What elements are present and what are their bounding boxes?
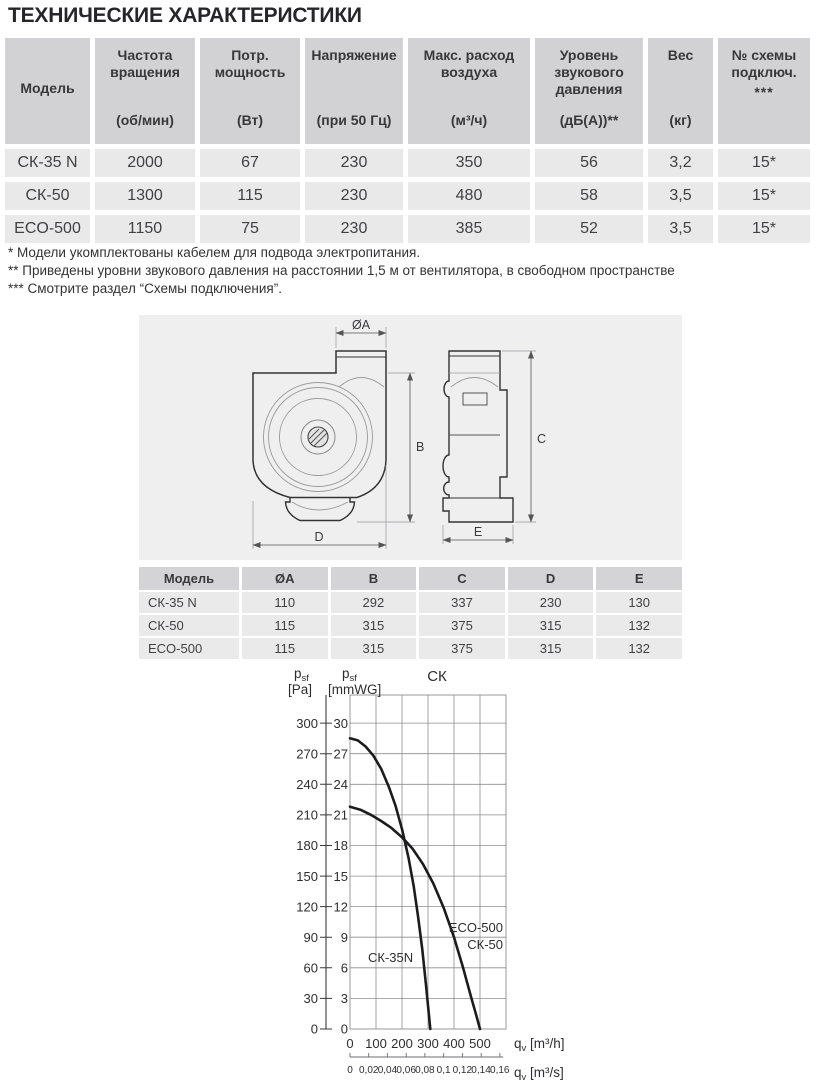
side-body-outline: [443, 351, 513, 522]
fan-front-view: [253, 318, 424, 549]
dimension-table: [139, 567, 682, 661]
footnote-2: ** Приведены уровни звукового давления на расстоянии 1,5 м от вентилятора, в свободном пространстве: [8, 263, 675, 278]
dimension-drawing-panel: [139, 315, 682, 560]
tick-label: 400: [443, 1036, 465, 1051]
tick-label: 30: [333, 716, 348, 731]
spec-cell: 1150: [95, 215, 195, 243]
tick-label: 200: [391, 1036, 413, 1051]
tick-label: 0: [347, 1065, 353, 1076]
curve-ck35n: [350, 738, 430, 1029]
chart-title: СК: [427, 668, 447, 685]
dim-e-label: E: [473, 525, 483, 539]
footnote-3: *** Смотрите раздел “Схемы подключения”.: [8, 281, 282, 296]
dim-col-header: E: [596, 567, 682, 590]
spec-cell: 67: [200, 149, 300, 177]
tick-label: 120: [296, 899, 318, 915]
tick-label: 18: [333, 838, 348, 854]
tick-label: 21: [333, 807, 348, 823]
spec-cell: 3,5: [648, 215, 713, 243]
tick-label: 210: [296, 807, 318, 823]
m3s-ruler-ticks: [350, 1053, 500, 1057]
dim-header-row: [139, 567, 682, 590]
spec-cell: 3,5: [648, 182, 713, 210]
spec-col-noise: [535, 38, 643, 144]
spec-cell: 15*: [718, 215, 810, 243]
m3s-axis-label: $q_v$ [m³/s]: [514, 1065, 564, 1083]
dim-cell: 130: [596, 592, 682, 613]
dim-c: [502, 351, 546, 522]
fan-foot-outline: [286, 498, 355, 521]
tick-label: 0,06: [396, 1065, 416, 1076]
pa-axis-unit: [Pa]: [288, 682, 313, 697]
tick-label: 0: [346, 1036, 354, 1051]
dim-cell: 375: [419, 638, 505, 659]
spec-cell: 75: [200, 215, 300, 243]
col-unit: (м³/ч): [450, 112, 488, 128]
dim-col-header: D: [508, 567, 594, 590]
tick-label: 240: [296, 777, 318, 793]
col-stars: ***: [754, 84, 774, 100]
tick-label: 3: [340, 990, 348, 1006]
tick-label: 27: [333, 746, 348, 762]
dim-col-header: Модель: [139, 567, 239, 590]
curve-label-eco500: ECO-500: [448, 920, 503, 935]
spec-cell: 230: [305, 149, 403, 177]
footnotes: [8, 244, 675, 298]
fan-side-view: [443, 351, 546, 544]
tick-label: 150: [296, 868, 318, 884]
dim-cell: 110: [242, 592, 328, 613]
fan-dimension-drawing: [139, 315, 682, 560]
page-title: ТЕХНИЧЕСКИЕ ХАРАКТЕРИСТИКИ: [8, 4, 362, 27]
dim-cell: 292: [331, 592, 417, 613]
tick-label: 0,14: [471, 1065, 491, 1076]
dim-cell: 375: [419, 615, 505, 636]
tick-label: 180: [296, 838, 318, 854]
col-title: Модель: [20, 79, 75, 96]
dim-b: [357, 373, 424, 522]
tick-label: 24: [333, 777, 348, 793]
col-title: Частота вращения: [110, 47, 180, 80]
spec-cell: СК-50: [5, 182, 90, 210]
spec-cell: ECO-500: [5, 215, 90, 243]
spec-cell: 385: [408, 215, 530, 243]
col-title: Потр. мощность: [214, 47, 286, 80]
dim-d: [253, 465, 386, 549]
tick-label: 0: [310, 1021, 318, 1037]
tick-label: 270: [296, 746, 318, 762]
terminal-box: [463, 393, 487, 405]
tick-label: 6: [340, 960, 348, 976]
mmwg-axis-unit: [mmWG]: [328, 682, 382, 697]
dim-d-label: D: [314, 530, 324, 544]
spec-cell: 15*: [718, 149, 810, 177]
tick-label: 15: [333, 868, 348, 884]
spec-cell: 350: [408, 149, 530, 177]
spec-col-scheme: [718, 38, 810, 144]
footnote-1: * Модели укомплектованы кабелем для подвода электропитания.: [8, 245, 421, 260]
spec-cell: 230: [305, 182, 403, 210]
dim-col-header: ØA: [242, 567, 328, 590]
dim-b-label: B: [416, 440, 425, 454]
tick-label: 0: [340, 1021, 348, 1037]
curve-ck50-eco500: [350, 807, 480, 1029]
tick-label: 12: [333, 899, 348, 915]
spec-col-voltage: [305, 38, 403, 144]
tick-label: 0,08: [415, 1065, 435, 1076]
spec-cell: 115: [200, 182, 300, 210]
dim-a: [336, 318, 386, 348]
dim-cell: 115: [242, 615, 328, 636]
spec-col-speed: [95, 38, 195, 144]
dim-cell: ECO-500: [139, 638, 239, 659]
tick-label: 300: [417, 1036, 439, 1051]
dim-cell: 337: [419, 592, 505, 613]
spec-col-airflow: [408, 38, 530, 144]
inlet-dome-arc: [339, 378, 384, 388]
fan-curve-chart: [280, 660, 580, 1091]
spec-cell: 56: [535, 149, 643, 177]
dim-cell: 315: [331, 615, 417, 636]
tick-label: 500: [469, 1036, 491, 1051]
spec-cell: 2000: [95, 149, 195, 177]
col-unit: (кг): [669, 112, 692, 128]
m3s-tick-labels: [347, 1065, 510, 1076]
dim-a-label: ØA: [351, 318, 371, 332]
spec-col-power: [200, 38, 300, 144]
mmwg-tick-labels: [334, 716, 348, 1037]
dim-cell: СК-50: [139, 615, 239, 636]
performance-chart: [280, 660, 580, 1091]
tick-label: 0,02: [358, 1065, 379, 1076]
dim-col-header: C: [419, 567, 505, 590]
dim-cell: 315: [508, 638, 594, 659]
dim-cell: СК-35 N: [139, 592, 239, 613]
dim-cell: 115: [242, 638, 328, 659]
col-unit: (при 50 Гц): [316, 112, 392, 128]
dim-cell: 132: [596, 638, 682, 659]
side-dome-arc: [451, 378, 498, 388]
spec-cell: 52: [535, 215, 643, 243]
curve-label-ck50: СК-50: [467, 937, 503, 952]
mmwg-axis-symbol: $p_{sf}$: [342, 666, 357, 684]
tick-label: 9: [340, 929, 348, 945]
col-title: № схемы подключ.: [731, 47, 797, 80]
dim-table-row: [139, 615, 682, 636]
tick-label: 30: [303, 990, 318, 1006]
dim-e: [443, 525, 513, 544]
spec-col-model: [5, 38, 90, 144]
col-title: Уровень звукового давления: [554, 47, 624, 97]
dim-cell: 315: [508, 615, 594, 636]
dim-table-row: [139, 638, 682, 659]
tick-label: 300: [296, 716, 318, 731]
col-title: Напряжение: [311, 47, 397, 63]
spec-col-weight: [648, 38, 713, 144]
dim-cell: 315: [331, 638, 417, 659]
col-unit: (Вт): [236, 112, 264, 128]
spec-cell: СК-35 N: [5, 149, 90, 177]
tick-label: 0,16: [490, 1065, 510, 1076]
tick-label: 90: [303, 929, 318, 945]
dim-col-header: B: [331, 567, 417, 590]
tick-label: 0,1: [436, 1065, 451, 1076]
tick-label: 100: [365, 1036, 387, 1051]
m3h-axis-label: $q_v$ [m³/h]: [514, 1036, 565, 1054]
curve-label-ck35n: СК-35N: [368, 950, 414, 965]
spec-cell: 480: [408, 182, 530, 210]
tick-label: 0,04: [377, 1065, 398, 1076]
tick-label: 60: [303, 960, 318, 976]
col-unit: (об/мин): [116, 112, 174, 128]
m3h-tick-labels: [346, 1036, 490, 1051]
col-unit: (дБ(А))**: [559, 112, 619, 128]
spec-cell: 15*: [718, 182, 810, 210]
dim-table-row: [139, 592, 682, 613]
foot-inner-arc: [292, 502, 348, 510]
col-title: Макс. расход воздуха: [423, 47, 515, 80]
dim-cell: 132: [596, 615, 682, 636]
dim-cell: 230: [508, 592, 594, 613]
spec-table: [5, 38, 810, 243]
spec-cell: 1300: [95, 182, 195, 210]
spec-cell: 58: [535, 182, 643, 210]
spec-cell: 3,2: [648, 149, 713, 177]
col-title: Вес: [667, 47, 694, 63]
spec-cell: 230: [305, 215, 403, 243]
tick-label: 0,12: [452, 1065, 473, 1076]
grid-vertical: [376, 695, 480, 1029]
pa-tick-labels: [296, 716, 318, 1037]
dim-c-label: C: [537, 432, 547, 446]
pa-axis-symbol: $p_{sf}$: [294, 666, 309, 684]
